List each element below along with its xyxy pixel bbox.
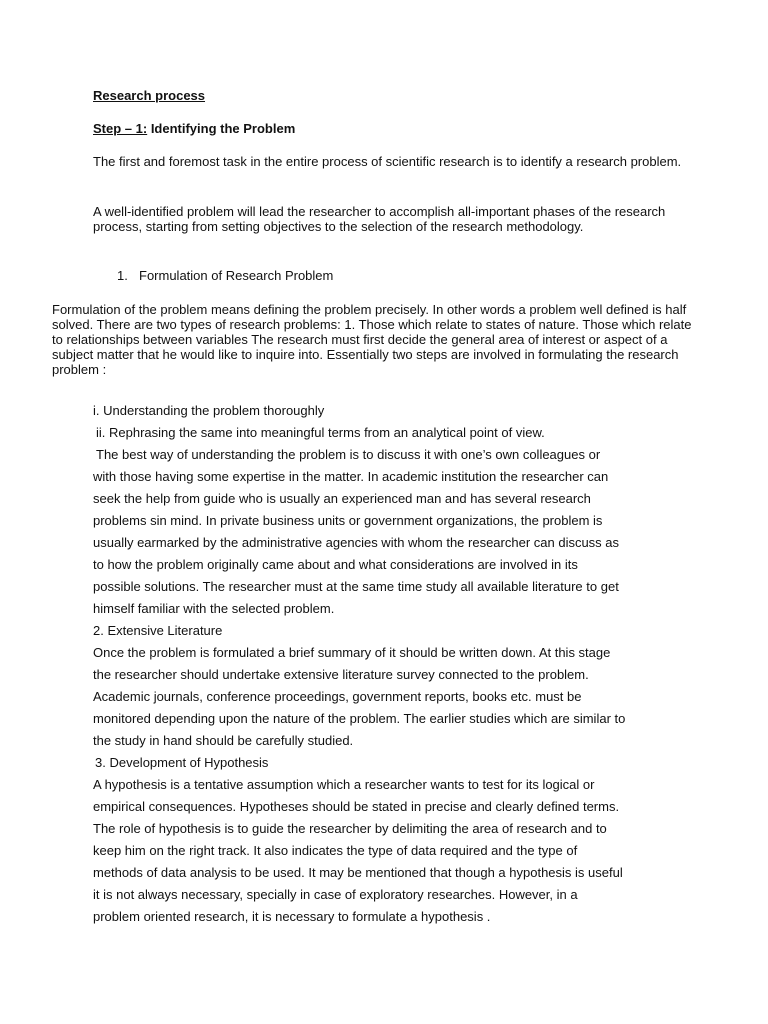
numbered-list-item: [117, 268, 333, 283]
text-line: problems sin mind. In private business units or government organizations, the problem is: [93, 513, 603, 528]
text-line: possible solutions. The researcher must at the same time study all available literature to get: [93, 579, 619, 594]
text-line: the researcher should undertake extensive literature survey connected to the problem.: [93, 667, 589, 682]
step-title: Identifying the Problem: [150, 121, 296, 136]
text-line: Academic journals, conference proceedings, government reports, books etc. must be: [93, 689, 582, 704]
text-line: The role of hypothesis is to guide the researcher by delimiting the area of research and to: [93, 821, 607, 836]
text-line: The best way of understanding the problem is to discuss it with one’s own colleagues or: [96, 447, 601, 462]
body-text: [93, 400, 713, 928]
text-line: it is not always necessary, specially in case of exploratory researches. However, in a: [93, 887, 578, 902]
text-line: seek the help from guide who is usually an experienced man and has several research: [93, 491, 591, 506]
text-line: Once the problem is formulated a brief summary of it should be written down. At this stage: [93, 645, 611, 660]
text-line: with those having some expertise in the matter. In academic institution the researcher can: [93, 469, 609, 484]
text-line: A hypothesis is a tentative assumption which a researcher wants to test for its logical or: [93, 777, 595, 792]
intro-paragraph-2: A well-identified problem will lead the researcher to accomplish all-important phases of the research process, starting from setting objectives to the selection of the research methodology.: [93, 204, 666, 234]
text-line: to how the problem originally came about and what considerations are involved in its: [93, 557, 578, 572]
document-title: Research process: [93, 88, 206, 103]
text-line: himself familiar with the selected problem.: [93, 601, 335, 616]
text-line: usually earmarked by the administrative agencies with whom the researcher can discuss as: [93, 535, 620, 550]
text-line: methods of data analysis to be used. It may be mentioned that though a hypothesis is useful: [93, 865, 623, 880]
text-line: i. Understanding the problem thoroughly: [93, 403, 325, 418]
text-line: keep him on the right track. It also indicates the type of data required and the type of: [93, 843, 578, 858]
formulation-paragraph: Formulation of the problem means defining the problem precisely. In other words a problem well defined is half solved. There are two types of research problems: 1. Those which relate to states of nature. Those which relate to relationships between variables The research must first decide the general area of interest or aspect of a subject matter that he would like to inquire into. Essentially two steps are involved in formulating the research problem :: [52, 302, 692, 377]
text-line: problem oriented research, it is necessary to formulate a hypothesis .: [93, 909, 491, 924]
text-line: empirical consequences. Hypotheses should be stated in precise and clearly defined terms.: [93, 799, 620, 814]
section-heading-hypothesis: 3. Development of Hypothesis: [95, 755, 269, 770]
list-item-number: 1.: [117, 268, 128, 283]
text-line: ii. Rephrasing the same into meaningful terms from an analytical point of view.: [96, 425, 545, 440]
text-line: monitored depending upon the nature of the problem. The earlier studies which are similar to: [93, 711, 626, 726]
intro-paragraph-1: The first and foremost task in the entire process of scientific research is to identify a research problem.: [93, 154, 682, 169]
text-line: the study in hand should be carefully studied.: [93, 733, 354, 748]
list-item-text: Formulation of Research Problem: [139, 268, 334, 283]
section-heading-extensive-literature: 2. Extensive Literature: [93, 623, 223, 638]
step-heading: [93, 121, 295, 136]
step-label: Step – 1:: [93, 121, 148, 136]
